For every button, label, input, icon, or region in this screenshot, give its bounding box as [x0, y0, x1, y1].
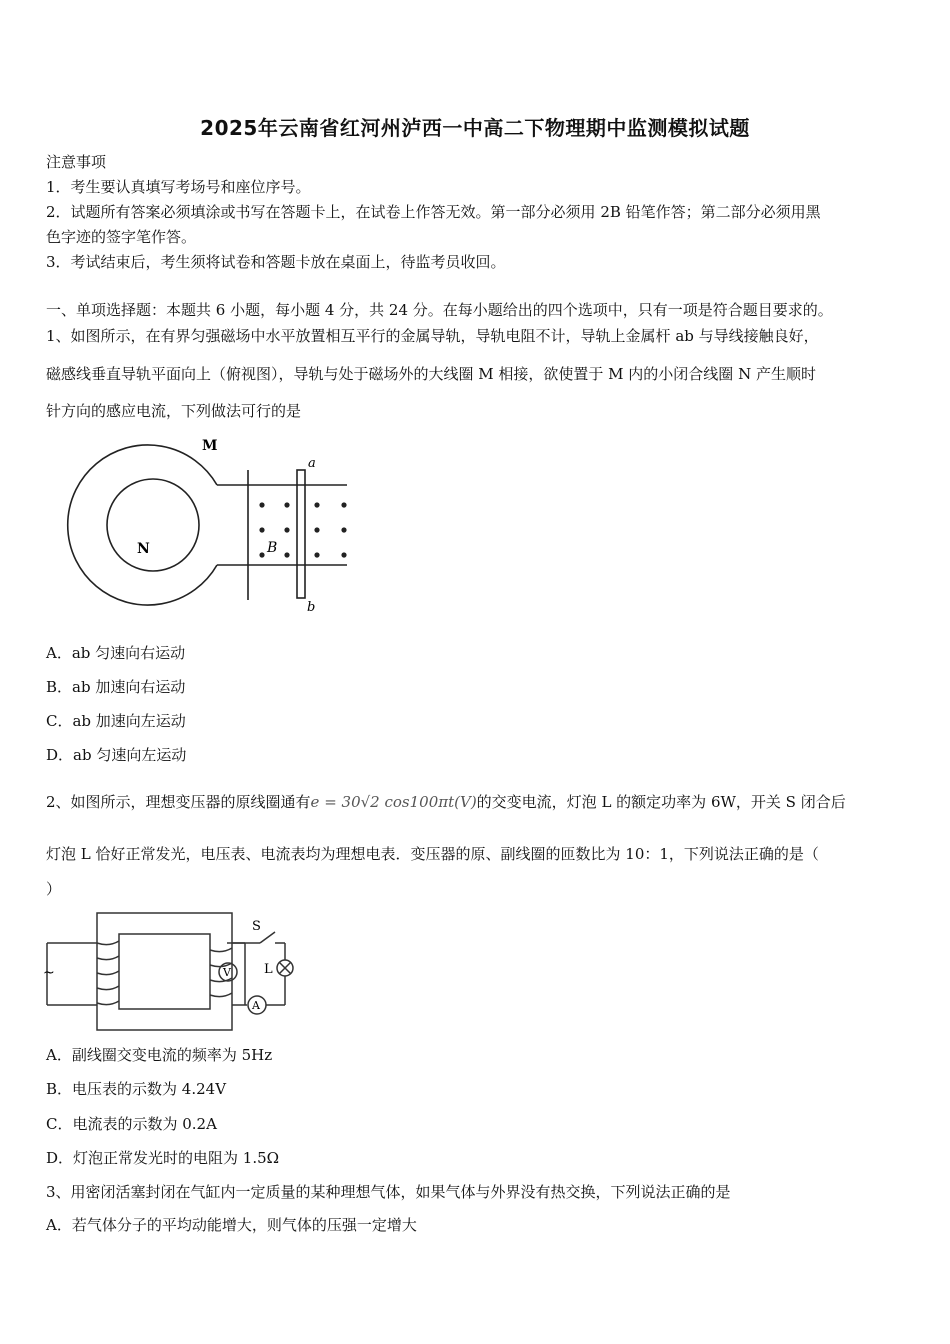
- q1-stem-line: 磁感线垂直导轨平面向上（俯视图），导轨与处于磁场外的大线圈 M 相接，欲使置于 M 内的小闭合线圈 N 产生顺时: [46, 365, 816, 383]
- switch-S-blade: [260, 932, 275, 943]
- section-heading: 一、单项选择题：本题共 6 小题，每小题 4 分，共 24 分。在每小题给出的四个选项中，只有一项是符合题目要求的。: [46, 301, 833, 319]
- notice-item: 1．考生要认真填写考场号和座位序号。: [46, 178, 311, 196]
- label-V: V: [223, 966, 231, 979]
- label-b: b: [307, 600, 316, 615]
- notice-item: 2．试题所有答案必须填涂或书写在答题卡上，在试卷上作答无效。第一部分必须用 2B 铅笔作答；第二部分必须用黑: [46, 203, 821, 221]
- core-inner: [119, 934, 210, 1009]
- q1-stem-line: 1、如图所示，在有界匀强磁场中水平放置相互平行的金属导轨，导轨电阻不计，导轨上金属杆 ab 与导线接触良好，: [46, 327, 819, 345]
- q1-coil-figure: [55, 430, 365, 620]
- q2-stem-prefix: 2、如图所示，理想变压器的原线圈通有: [46, 793, 311, 811]
- label-A: A: [252, 999, 260, 1012]
- q2-formula: e = 30√2 cos100πt(V): [310, 793, 477, 811]
- q1-option-c[interactable]: C．ab 加速向左运动: [46, 712, 186, 730]
- q2-option-d[interactable]: D．灯泡正常发光时的电阻为 1.5Ω: [46, 1149, 280, 1167]
- q2-stem-line-3: ）: [46, 880, 62, 898]
- q2-stem-suffix: 的交变电流，灯泡 L 的额定功率为 6W，开关 S 闭合后: [476, 793, 846, 811]
- q1-option-a[interactable]: A．ab 匀速向右运动: [46, 644, 186, 662]
- label-S: S: [252, 919, 261, 934]
- q2-stem-line-2: 灯泡 L 恰好正常发光，电压表、电流表均为理想电表．变压器的原、副线圈的匝数比为 10：1，下列说法正确的是（: [46, 845, 819, 863]
- inner-coil-N: [107, 479, 199, 571]
- notice-item: 3．考试结束后，考生须将试卷和答题卡放在桌面上，待监考员收回。: [46, 253, 506, 271]
- ac-source-icon: ~: [43, 965, 55, 981]
- outer-coil-M: [68, 445, 217, 605]
- q2-option-a[interactable]: A．副线圈交变电流的频率为 5Hz: [46, 1046, 273, 1064]
- q2-option-b[interactable]: B．电压表的示数为 4.24V: [46, 1080, 227, 1098]
- label-a: a: [308, 456, 316, 471]
- label-N: N: [137, 541, 150, 557]
- label-B: B: [267, 540, 278, 556]
- q1-stem-line: 针方向的感应电流，下列做法可行的是: [46, 402, 302, 420]
- q1-option-d[interactable]: D．ab 匀速向左运动: [46, 746, 187, 764]
- rod-ab: [297, 470, 305, 598]
- q1-option-b[interactable]: B．ab 加速向右运动: [46, 678, 186, 696]
- page-title: 2025年云南省红河州泸西一中高二下物理期中监测模拟试题: [200, 116, 750, 140]
- q2-transformer-figure: [45, 910, 305, 1035]
- primary-coil: [97, 941, 119, 1005]
- q2-stem-line-1: [46, 791, 916, 813]
- q2-option-c[interactable]: C．电流表的示数为 0.2A: [46, 1115, 217, 1133]
- label-M: M: [202, 438, 218, 454]
- notice-heading: 注意事项: [46, 153, 107, 171]
- notice-item: 色字迹的签字笔作答。: [46, 228, 197, 246]
- label-L: L: [264, 962, 273, 977]
- q3-stem-line: 3、用密闭活塞封闭在气缸内一定质量的某种理想气体，如果气体与外界没有热交换，下列说法正确的是: [46, 1183, 731, 1201]
- q3-option-a[interactable]: A．若气体分子的平均动能增大，则气体的压强一定增大: [46, 1216, 417, 1234]
